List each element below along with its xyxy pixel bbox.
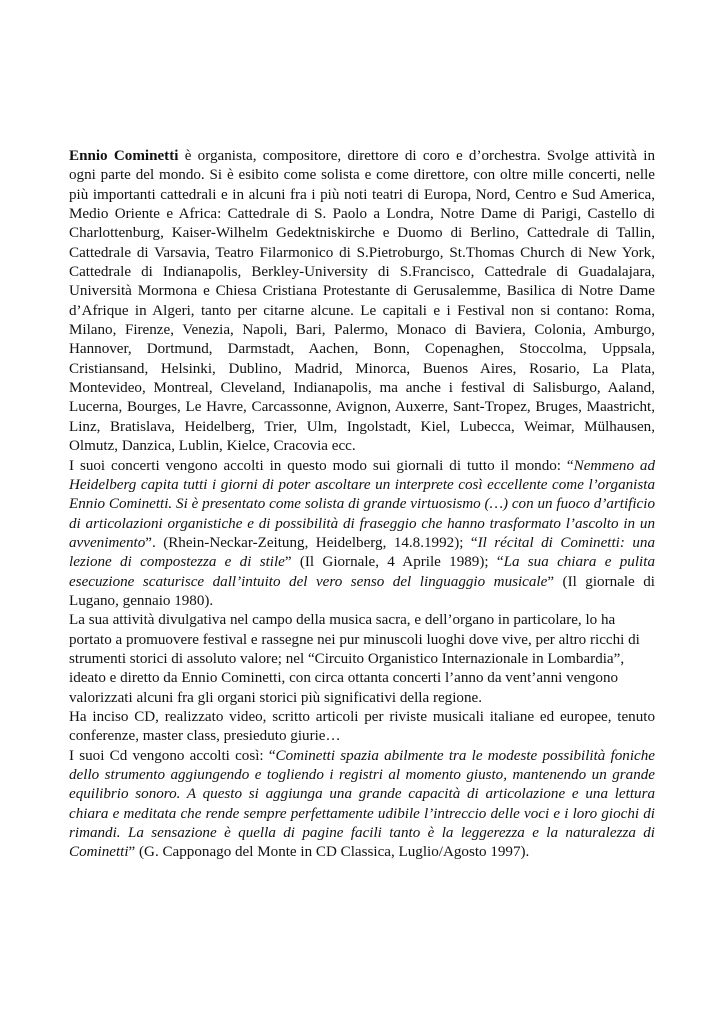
document-body <box>69 147 655 863</box>
review-source-giornale: ” (Il Giornale, 4 Aprile 1989); “ <box>284 554 504 571</box>
bio-text: è organista, compositore, direttore di coro e d’orchestra. Svolge attività in ogni parte del mondo. Si è esibito come solista e come direttore, con oltre mille concerti, nelle più importanti cattedrali e in alcuni fra i più noti teatri di Europa, Nord, Centro e Sud America, Medio Oriente e Africa: Cattedrale di S. Paolo a Londra, Notre Dame di Parigi, Castello di Charlottenburg, Kaiser-Wilhelm Gedektniskirche e Duomo di Berlino, Cattedrale di Tallin, Cattedrale di Varsavia, Teatro Filarmonico di S.Pietroburgo, St.Thomas Church di New York, Cattedrale di Indianapolis, Berkley-University di S.Francisco, Cattedrale di Guadalajara, Università Mormona e Chiesa Cristiana Protestante di Gerusalemme, Basilica di Notre Dame d’Afrique in Algeri, tanto per citarne alcune. Le capitali e i Festival non si contano: Roma, Milano, Firenze, Venezia, Napoli, Bari, Palermo, Monaco di Baviera, Colonia, Amburgo, Hannover, Dortmund, Darmstadt, Aachen, Bonn, Copenaghen, Stoccolma, Uppsala, Cristiansand, Helsinki, Dublino, Madrid, Minorca, Buenos Aires, Rosario, La Plata, Montevideo, Montreal, Cleveland, Indianapolis, ma anche i festival di Salisburgo, Aaland, Lucerna, Bourges, Le Havre, Carcassonne, Avignon, Auxerre, Sant-Tropez, Bruges, Maastricht, Linz, Bratislava, Heidelberg, Trier, Ulm, Ingolstadt, Kiel, Lubecca, Weimar, Mülhausen, Olmutz, Danzica, Lublin, Kielce, Cracovia ecc. <box>69 148 655 455</box>
works-paragraph: Ha inciso CD, realizzato video, scritto articoli per riviste musicali italiane ed europee, tenuto conferenze, master class, presieduto giurie… <box>69 708 655 745</box>
review-quote-lugano: La sua chiara e pulita esecuzione scaturisce dall’intuito del vero senso del linguaggio musicale <box>69 554 655 590</box>
artist-name: Ennio Cominetti <box>69 148 179 164</box>
review-quote-heidelberg: Nemmeno ad Heidelberg capita tutti i giorni di poter ascoltare un interprete così eccellente come l’organista Ennio Cominetti. Si è presentato come solista di grande virtuosismo (…) con un fuoco d’artificio di articolazioni organistiche e di possibilità di fraseggio che hanno trasformato l’ascolto in un avvenimento <box>69 457 656 551</box>
review-source-heidelberg: ”. (Rhein-Neckar-Zeitung, Heidelberg, 14.8.1992); “ <box>145 534 478 551</box>
reviews-intro: I suoi concerti vengono accolti in questo modo sui giornali di tutto il mondo: “ <box>69 457 574 474</box>
review-source-lugano: ” (Il giornale di Lugano, gennaio 1980). <box>69 573 655 609</box>
review-quote-giornale: Il récital di Cominetti: una lezione di compostezza e di stile <box>69 534 655 571</box>
divulgation-paragraph: La sua attività divulgativa nel campo della musica sacra, e dell’organo in particolare, lo ha portato a promuovere festival e rassegne nei pur minuscoli luoghi dove vive, per altro ricchi di strumenti storici di assoluto valore; nel “Circuito Organistico Internazionale in Lombardia”, ideato e diretto da Ennio Cominetti, con circa ottanta concerti l’anno da vent’anni vengono valorizzati alcuni fra gli organi storici più significativi della regione. <box>69 612 640 706</box>
cd-review-paragraph <box>69 747 655 863</box>
reviews-paragraph <box>69 457 655 612</box>
cd-review-intro: I suoi Cd vengono accolti così: “ <box>69 747 276 764</box>
bio-paragraph <box>69 147 655 457</box>
cd-review-quote: Cominetti spazia abilmente tra le modeste possibilità foniche dello strumento aggiungendo e togliendo i registri al momento giusto, mantenendo un grande equilibrio sonoro. A questo si aggiunga una grande capacità di articolazione e una lettura chiara e meditata che rende sempre perfettamente udibile l’intreccio delle voci e i loro giochi di rimandi. La sensazione è quella di pagine facili tanto è la leggerezza e la naturalezza di Cominetti <box>69 747 655 861</box>
cd-review-source: ” (G. Capponago del Monte in CD Classica, Luglio/Agosto 1997). <box>128 844 530 861</box>
